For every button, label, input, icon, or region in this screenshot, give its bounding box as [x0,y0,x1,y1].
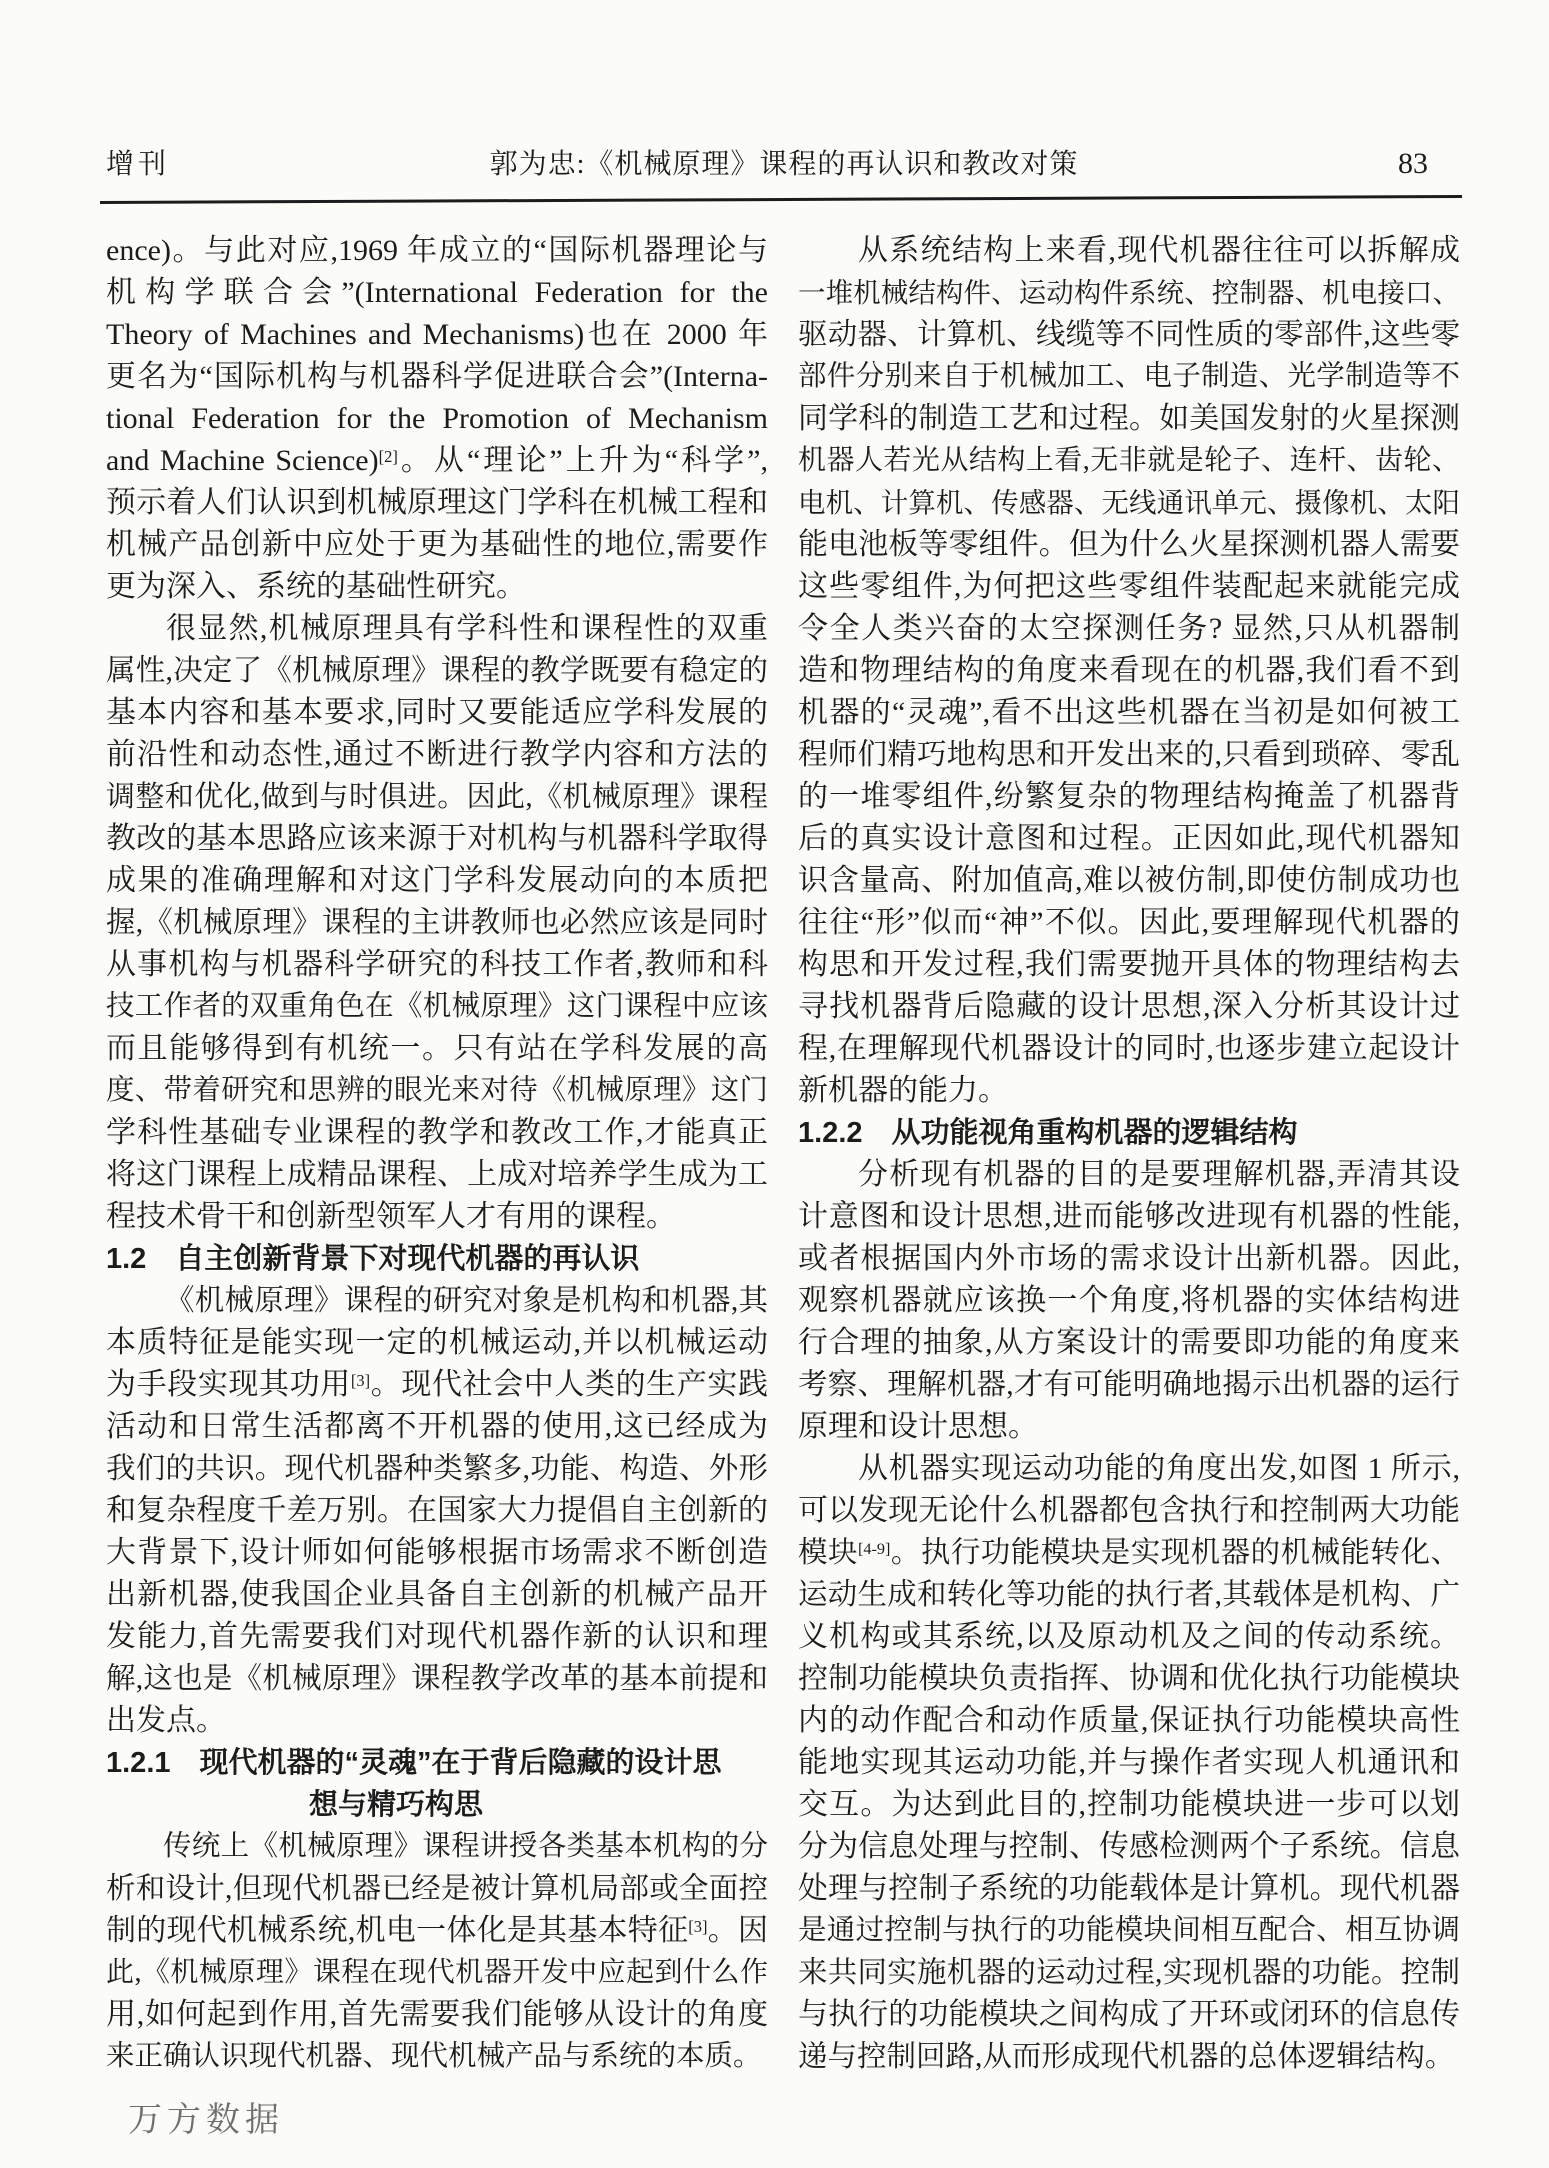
text-line: 义机构或其系统,以及原动机及之间的传动系统。 [798,1620,1460,1653]
text-line: 大背景下,设计师如何能够根据市场需求不断创造 [106,1536,768,1569]
text-line: Theory of Machines and Mechanisms)也在 2000 年 [106,318,768,351]
text-line: and Machine Science)[2]。从“理论”上升为“科学”, [106,444,768,477]
text-line: 观察机器就应该换一个角度,将机器的实体结构进 [798,1284,1460,1317]
text-line: 分为信息处理与控制、传感检测两个子系统。信息 [798,1830,1460,1863]
text-line: 机构学联合会”(International Federation for the [106,276,768,309]
text-line: 属性,决定了《机械原理》课程的教学既要有稳定的 [106,655,768,687]
text-line: 发能力,首先需要我们对现代机器作新的认识和理 [106,1620,768,1653]
text-line: 成果的准确理解和对这门学科发展动向的本质把 [106,864,768,897]
text-line: 和复杂程度千差万别。在国家大力提倡自主创新的 [106,1494,768,1527]
text-line: 用,如何起到作用,首先需要我们能够从设计的角度 [106,1998,768,2031]
text-line: 活动和日常生活都离不开机器的使用,这已经成为 [106,1410,768,1443]
header-running-title: 郭为忠:《机械原理》课程的再认识和教改对策 [489,149,1079,180]
text-line: 同学科的制造工艺和过程。如美国发射的火星探测 [798,402,1460,435]
text-line: 运动生成和转化等功能的执行者,其载体是机构、广 [798,1579,1460,1611]
text-line: 为手段实现其功用[3]。现代社会中人类的生产实践 [106,1368,768,1401]
text-line: 握,《机械原理》课程的主讲教师也必然应该是同时 [106,907,768,939]
text-line: 基本内容和基本要求,同时又要能适应学科发展的 [106,696,768,729]
text-line: 考察、理解机器,才有可能明确地揭示出机器的运行 [798,1369,1460,1401]
text-line: 从系统结构上来看,现代机器往往可以拆解成 [858,234,1460,267]
text-line: 可以发现无论什么机器都包含执行和控制两大功能 [798,1494,1460,1527]
left-column [106,230,768,2078]
section-heading-line: 1.2.2 从功能视角重构机器的逻辑结构 [798,1117,1298,1149]
text-line: 调整和优化,做到与时俱进。因此,《机械原理》课程 [106,781,768,813]
text-line: 能地实现其运动功能,并与操作者实现人机通讯和 [798,1746,1460,1779]
article-body [106,230,1460,2078]
text-line: 教改的基本思路应该来源于对机构与机器科学取得 [106,822,768,855]
text-line: 计意图和设计思想,进而能够改进现有机器的性能, [798,1200,1460,1233]
header-page-number: 83 [1398,147,1428,180]
text-line: 识含量高、附加值高,难以被仿制,即使仿制成功也 [798,864,1460,897]
text-line: 是通过控制与执行的功能模块间相互配合、相互协调 [798,1915,1460,1946]
text-line: 机器的“灵魂”,看不出这些机器在当初是如何被工 [798,696,1460,729]
text-line: 模块[4-9]。执行功能模块是实现机器的机械能转化、 [798,1537,1460,1569]
header-journal-issue: 增刊 [106,149,171,180]
text-line: 技工作者的双重角色在《机械原理》这门课程中应该 [106,991,768,1022]
text-line: 处理与控制子系统的功能载体是计算机。现代机器 [798,1872,1460,1905]
text-line: 递与控制回路,从而形成现代机器的总体逻辑结构。 [798,2041,1455,2073]
text-line: 构思和开发过程,我们需要抛开具体的物理结构去 [798,948,1460,981]
text-line: 很显然,机械原理具有学科性和课程性的双重 [166,612,768,645]
text-line: 一堆机械结构件、运动构件系统、控制器、机电接口、 [798,277,1460,308]
header-rule [100,195,1462,204]
text-line: 将这门课程上成精品课程、上成对培养学生成为工 [106,1158,768,1191]
text-line: 机械产品创新中应处于更为基础性的地位,需要作 [106,528,768,561]
page-header [106,142,1462,182]
text-line: 与执行的功能模块之间构成了开环或闭环的信息传 [798,1998,1460,2031]
text-line: 解,这也是《机械原理》课程教学改革的基本前提和 [106,1663,768,1695]
text-line: 驱动器、计算机、线缆等不同性质的零部件,这些零 [798,319,1460,351]
text-line: 新机器的能力。 [798,1074,1008,1107]
text-line: 能电池板等零组件。但为什么火星探测机器人需要 [798,528,1460,561]
text-line: 来正确认识现代机器、现代机械产品与系统的本质。 [106,2041,762,2072]
text-line: 控制功能模块负责指挥、协调和优化执行功能模块 [798,1662,1460,1695]
text-line: 分析现有机器的目的是要理解机器,弄清其设 [858,1158,1460,1191]
text-line: 程师们精巧地构思和开发出来的,只看到琐碎、零乱 [798,739,1460,771]
text-line: 出发点。 [106,1704,226,1737]
text-line: 程技术骨干和创新型领军人才有用的课程。 [106,1200,676,1233]
text-line: 更为深入、系统的基础性研究。 [106,570,526,603]
right-column [798,230,1460,2078]
text-line: 传统上《机械原理》课程讲授各类基本机构的分 [163,1831,768,1862]
text-line: 机器人若光从结构上看,无非就是轮子、连杆、齿轮、 [798,445,1460,476]
text-line: 后的真实设计意图和过程。正因如此,现代机器知 [798,822,1460,855]
text-line: 令全人类兴奋的太空探测任务? 显然,只从机器制 [798,612,1460,645]
citation-superscript: [3] [688,1916,708,1936]
text-line: 原理和设计思想。 [798,1410,1038,1443]
text-line: 来共同实施机器的运动过程,实现机器的功能。控制 [798,1957,1460,1989]
text-line: 寻找机器背后隐藏的设计思想,深入分析其设计过 [798,990,1460,1023]
text-line: 而且能够得到有机统一。只有站在学科发展的高 [106,1032,768,1065]
text-line: 制的现代机械系统,机电一体化是其基本特征[3]。因 [106,1914,768,1947]
citation-superscript: [4-9] [857,1539,891,1558]
text-line: 部件分别来自于机械加工、电子制造、光学制造等不 [798,361,1460,392]
text-line: 出新机器,使我国企业具备自主创新的机械产品开 [106,1578,768,1611]
text-line: 学科性基础专业课程的教学和教改工作,才能真正 [106,1116,768,1149]
text-line: 交互。为达到此目的,控制功能模块进一步可以划 [798,1788,1460,1821]
text-line: 从事机构与机器科学研究的科技工作者,教师和科 [106,948,768,981]
text-line: 造和物理结构的角度来看现在的机器,我们看不到 [798,654,1460,687]
text-line: 这些零组件,为何把这些零组件装配起来就能完成 [798,570,1460,603]
text-line: 从机器实现运动功能的角度出发,如图 1 所示, [858,1452,1460,1485]
text-line: tional Federation for the Promotion of Mechanism [106,402,768,435]
text-line: 析和设计,但现代机器已经是被计算机局部或全面控 [106,1873,768,1905]
citation-superscript: [3] [350,1370,371,1390]
text-line: 《机械原理》课程的研究对象是机构和机器,其 [165,1285,768,1317]
text-line: 的一堆零组件,纷繁复杂的物理结构掩盖了机器背 [798,780,1460,813]
text-line: ence)。与此对应,1969 年成立的“国际机器理论与 [106,234,768,267]
section-heading-line: 1.2 自主创新背景下对现代机器的再认识 [106,1243,640,1275]
text-line: 或者根据国内外市场的需求设计出新机器。因此, [798,1242,1460,1275]
text-line: 程,在理解现代机器设计的同时,也逐步建立起设计 [798,1032,1460,1065]
text-line: 本质特征是能实现一定的机械运动,并以机械运动 [106,1326,768,1359]
section-heading-line: 想与精巧构思 [309,1789,484,1821]
text-line: 行合理的抽象,从方案设计的需要即功能的角度来 [798,1326,1460,1359]
text-line: 前沿性和动态性,通过不断进行教学内容和方法的 [106,738,768,771]
text-line: 度、带着研究和思辨的眼光来对待《机械原理》这门 [106,1075,768,1106]
text-line: 更名为“国际机构与机器科学促进联合会”(Interna- [106,360,768,393]
section-heading-line: 1.2.1 现代机器的“灵魂”在于背后隐藏的设计思 [106,1747,722,1779]
text-line: 预示着人们认识到机械原理这门学科在机械工程和 [106,486,768,519]
watermark: 万方数据 [128,2102,284,2139]
text-line: 我们的共识。现代机器种类繁多,功能、构造、外形 [106,1453,768,1485]
text-line: 电机、计算机、传感器、无线通讯单元、摄像机、太阳 [798,487,1460,518]
text-line: 往往“形”似而“神”不似。因此,要理解现代机器的 [798,906,1460,939]
citation-superscript: [2] [378,446,398,466]
text-line: 内的动作配合和动作质量,保证执行功能模块高性 [798,1704,1460,1737]
text-line: 此,《机械原理》课程在现代机器开发中应起到什么作 [106,1957,768,1988]
